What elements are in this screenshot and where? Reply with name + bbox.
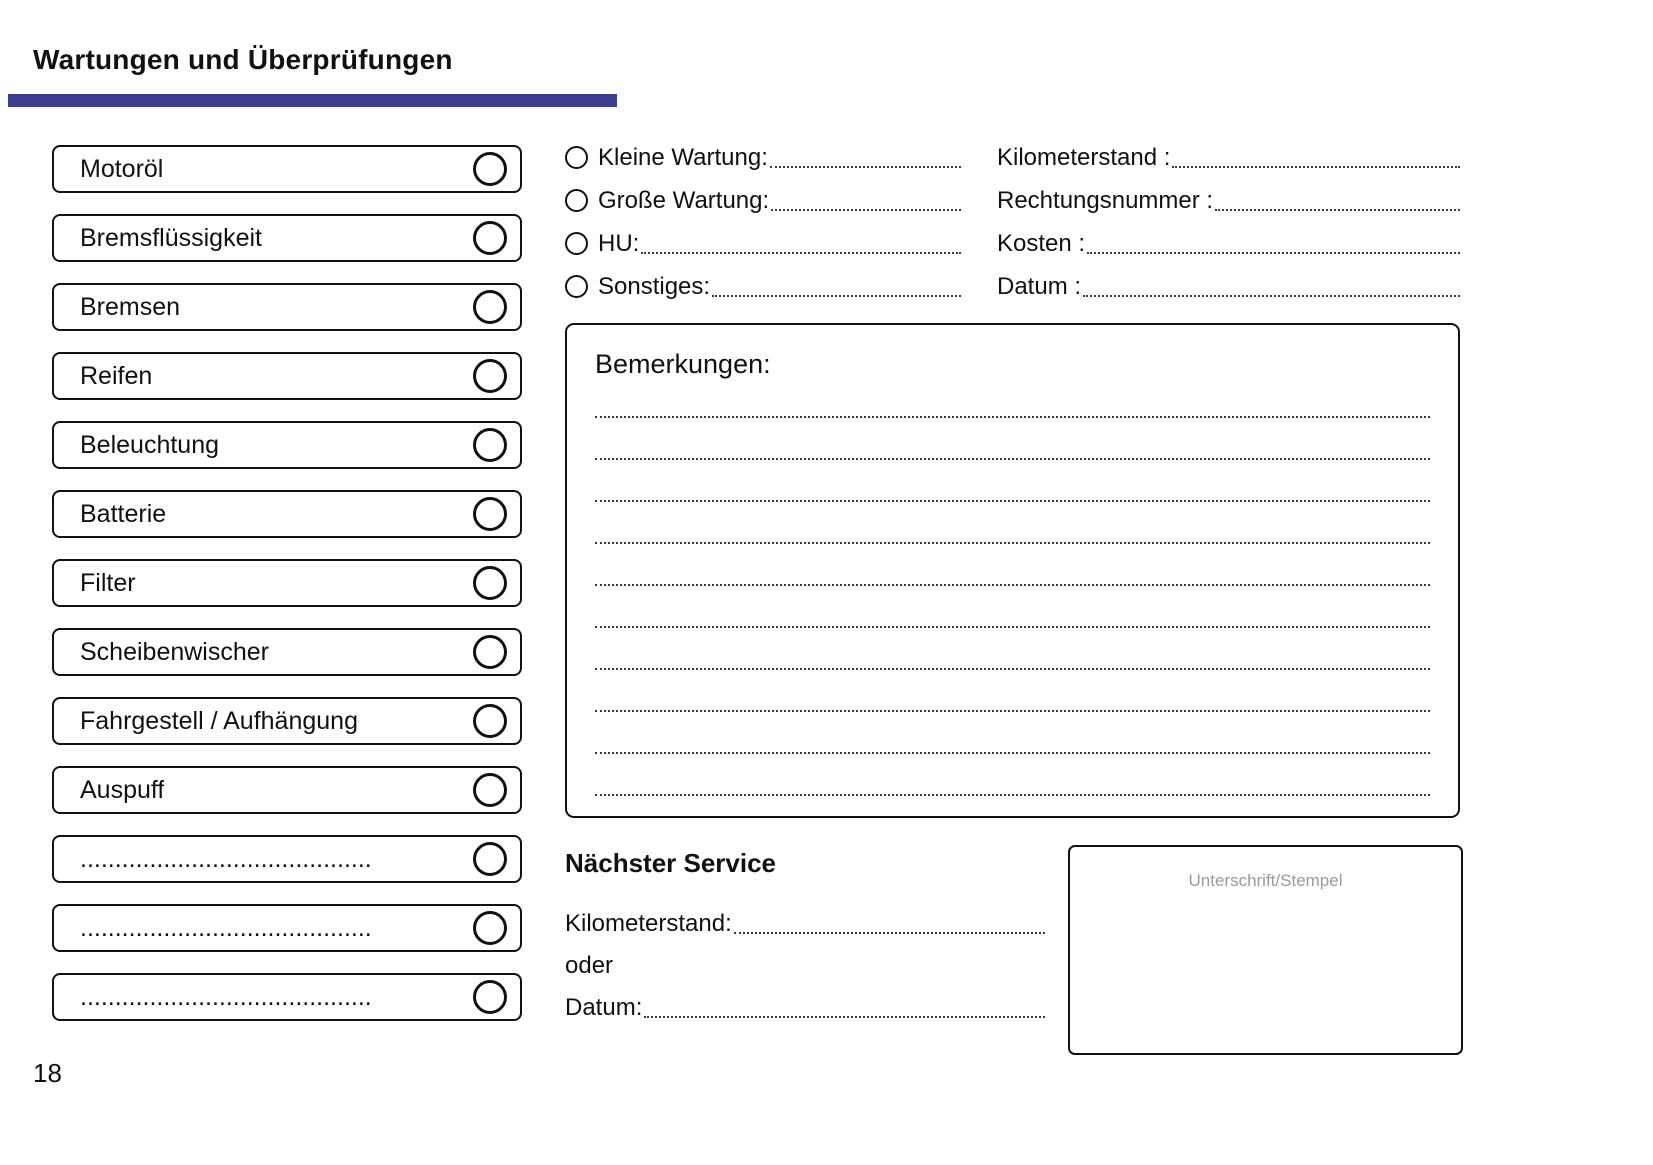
fill-in-line[interactable] [734,932,1045,934]
checklist-item-label: Auspuff [80,775,165,804]
remarks-line[interactable] [595,416,1430,418]
fill-in-line[interactable] [1087,252,1460,254]
service-option-grosse-wartung [565,179,961,222]
field-label: Datum: [565,994,643,1021]
next-service-title: Nächster Service [565,848,777,878]
next-service-datum [565,987,1045,1029]
signature-stamp-box[interactable] [1068,845,1463,1055]
check-circle[interactable] [473,221,507,255]
maintenance-checklist [52,145,522,1021]
fill-in-line[interactable] [1083,295,1460,297]
fill-in-line[interactable] [1172,166,1460,168]
service-option-sonstiges [565,265,961,308]
field-label: Kosten : [997,229,1086,257]
remarks-box [565,323,1460,818]
checklist-item-blank-label[interactable]: .......................................... [80,982,372,1011]
checklist-item-motoroel [52,145,522,193]
check-circle[interactable] [473,497,507,531]
field-label: Datum : [997,272,1082,300]
fill-in-line[interactable] [770,166,961,168]
check-circle[interactable] [473,290,507,324]
check-circle[interactable] [473,566,507,600]
service-type-options [565,136,961,308]
checklist-item-scheibenwischer [52,628,522,676]
checklist-item-label: Batterie [80,499,167,528]
service-option-kleine-wartung [565,136,961,179]
service-option-label: Sonstiges: [598,272,711,300]
page-number: 18 [33,1058,62,1088]
checklist-item-label: Fahrgestell / Aufhängung [80,706,358,735]
title-underline-bar [8,94,617,107]
checklist-item-blank-1 [52,835,522,883]
service-option-label: Kleine Wartung: [598,143,768,171]
check-circle[interactable] [473,773,507,807]
checklist-item-label: Scheibenwischer [80,637,269,666]
checklist-item-label: Bremsen [80,292,181,321]
next-service-section [565,848,1045,1029]
page-title: Wartungen und Überprüfungen [33,44,453,75]
remarks-line[interactable] [595,626,1430,628]
check-circle[interactable] [473,911,507,945]
fill-in-line[interactable] [644,1016,1045,1018]
field-datum [997,265,1460,308]
record-detail-fields [997,136,1460,308]
check-circle[interactable] [473,842,507,876]
check-circle[interactable] [473,359,507,393]
remarks-line[interactable] [595,752,1430,754]
service-record-fields [565,136,1460,308]
field-kilometerstand [997,136,1460,179]
option-circle[interactable] [565,232,588,255]
option-circle[interactable] [565,146,588,169]
checklist-item-blank-2 [52,904,522,952]
fill-in-line[interactable] [641,252,961,254]
checklist-item-bremsen [52,283,522,331]
next-service-oder [565,945,1045,987]
remarks-line[interactable] [595,542,1430,544]
check-circle[interactable] [473,635,507,669]
field-rechnungsnummer [997,179,1460,222]
next-service-kilometerstand [565,903,1045,945]
service-option-label: Große Wartung: [598,186,770,214]
field-label: Kilometerstand : [997,143,1171,171]
service-option-hu [565,222,961,265]
check-circle[interactable] [473,428,507,462]
checklist-item-auspuff [52,766,522,814]
signature-stamp-label: Unterschrift/Stempel [1188,871,1343,890]
remarks-title: Bemerkungen: [595,349,771,379]
checklist-item-label: Filter [80,568,136,597]
remarks-line[interactable] [595,710,1430,712]
checklist-item-batterie [52,490,522,538]
checklist-item-blank-3 [52,973,522,1021]
option-circle[interactable] [565,189,588,212]
remarks-line[interactable] [595,794,1430,796]
field-kosten [997,222,1460,265]
or-label: oder [565,952,614,979]
checklist-item-label: Motoröl [80,154,164,183]
checklist-item-label: Beleuchtung [80,430,220,459]
checklist-item-beleuchtung [52,421,522,469]
checklist-item-filter [52,559,522,607]
fill-in-line[interactable] [1215,209,1460,211]
fill-in-line[interactable] [771,209,961,211]
checklist-item-label: Reifen [80,361,153,390]
service-option-label: HU: [598,229,640,257]
remarks-line[interactable] [595,668,1430,670]
field-label: Kilometerstand: [565,910,732,937]
checklist-item-label: Bremsflüssigkeit [80,223,262,252]
checklist-item-bremsfluessigkeit [52,214,522,262]
check-circle[interactable] [473,704,507,738]
checklist-item-blank-label[interactable]: .......................................... [80,844,372,873]
option-circle[interactable] [565,275,588,298]
checklist-item-fahrgestell-aufhaengung [52,697,522,745]
check-circle[interactable] [473,980,507,1014]
field-label: Rechtungsnummer : [997,186,1214,214]
remarks-line[interactable] [595,500,1430,502]
check-circle[interactable] [473,152,507,186]
fill-in-line[interactable] [712,295,961,297]
remarks-line[interactable] [595,458,1430,460]
checklist-item-reifen [52,352,522,400]
remarks-line[interactable] [595,584,1430,586]
checklist-item-blank-label[interactable]: .......................................... [80,913,372,942]
